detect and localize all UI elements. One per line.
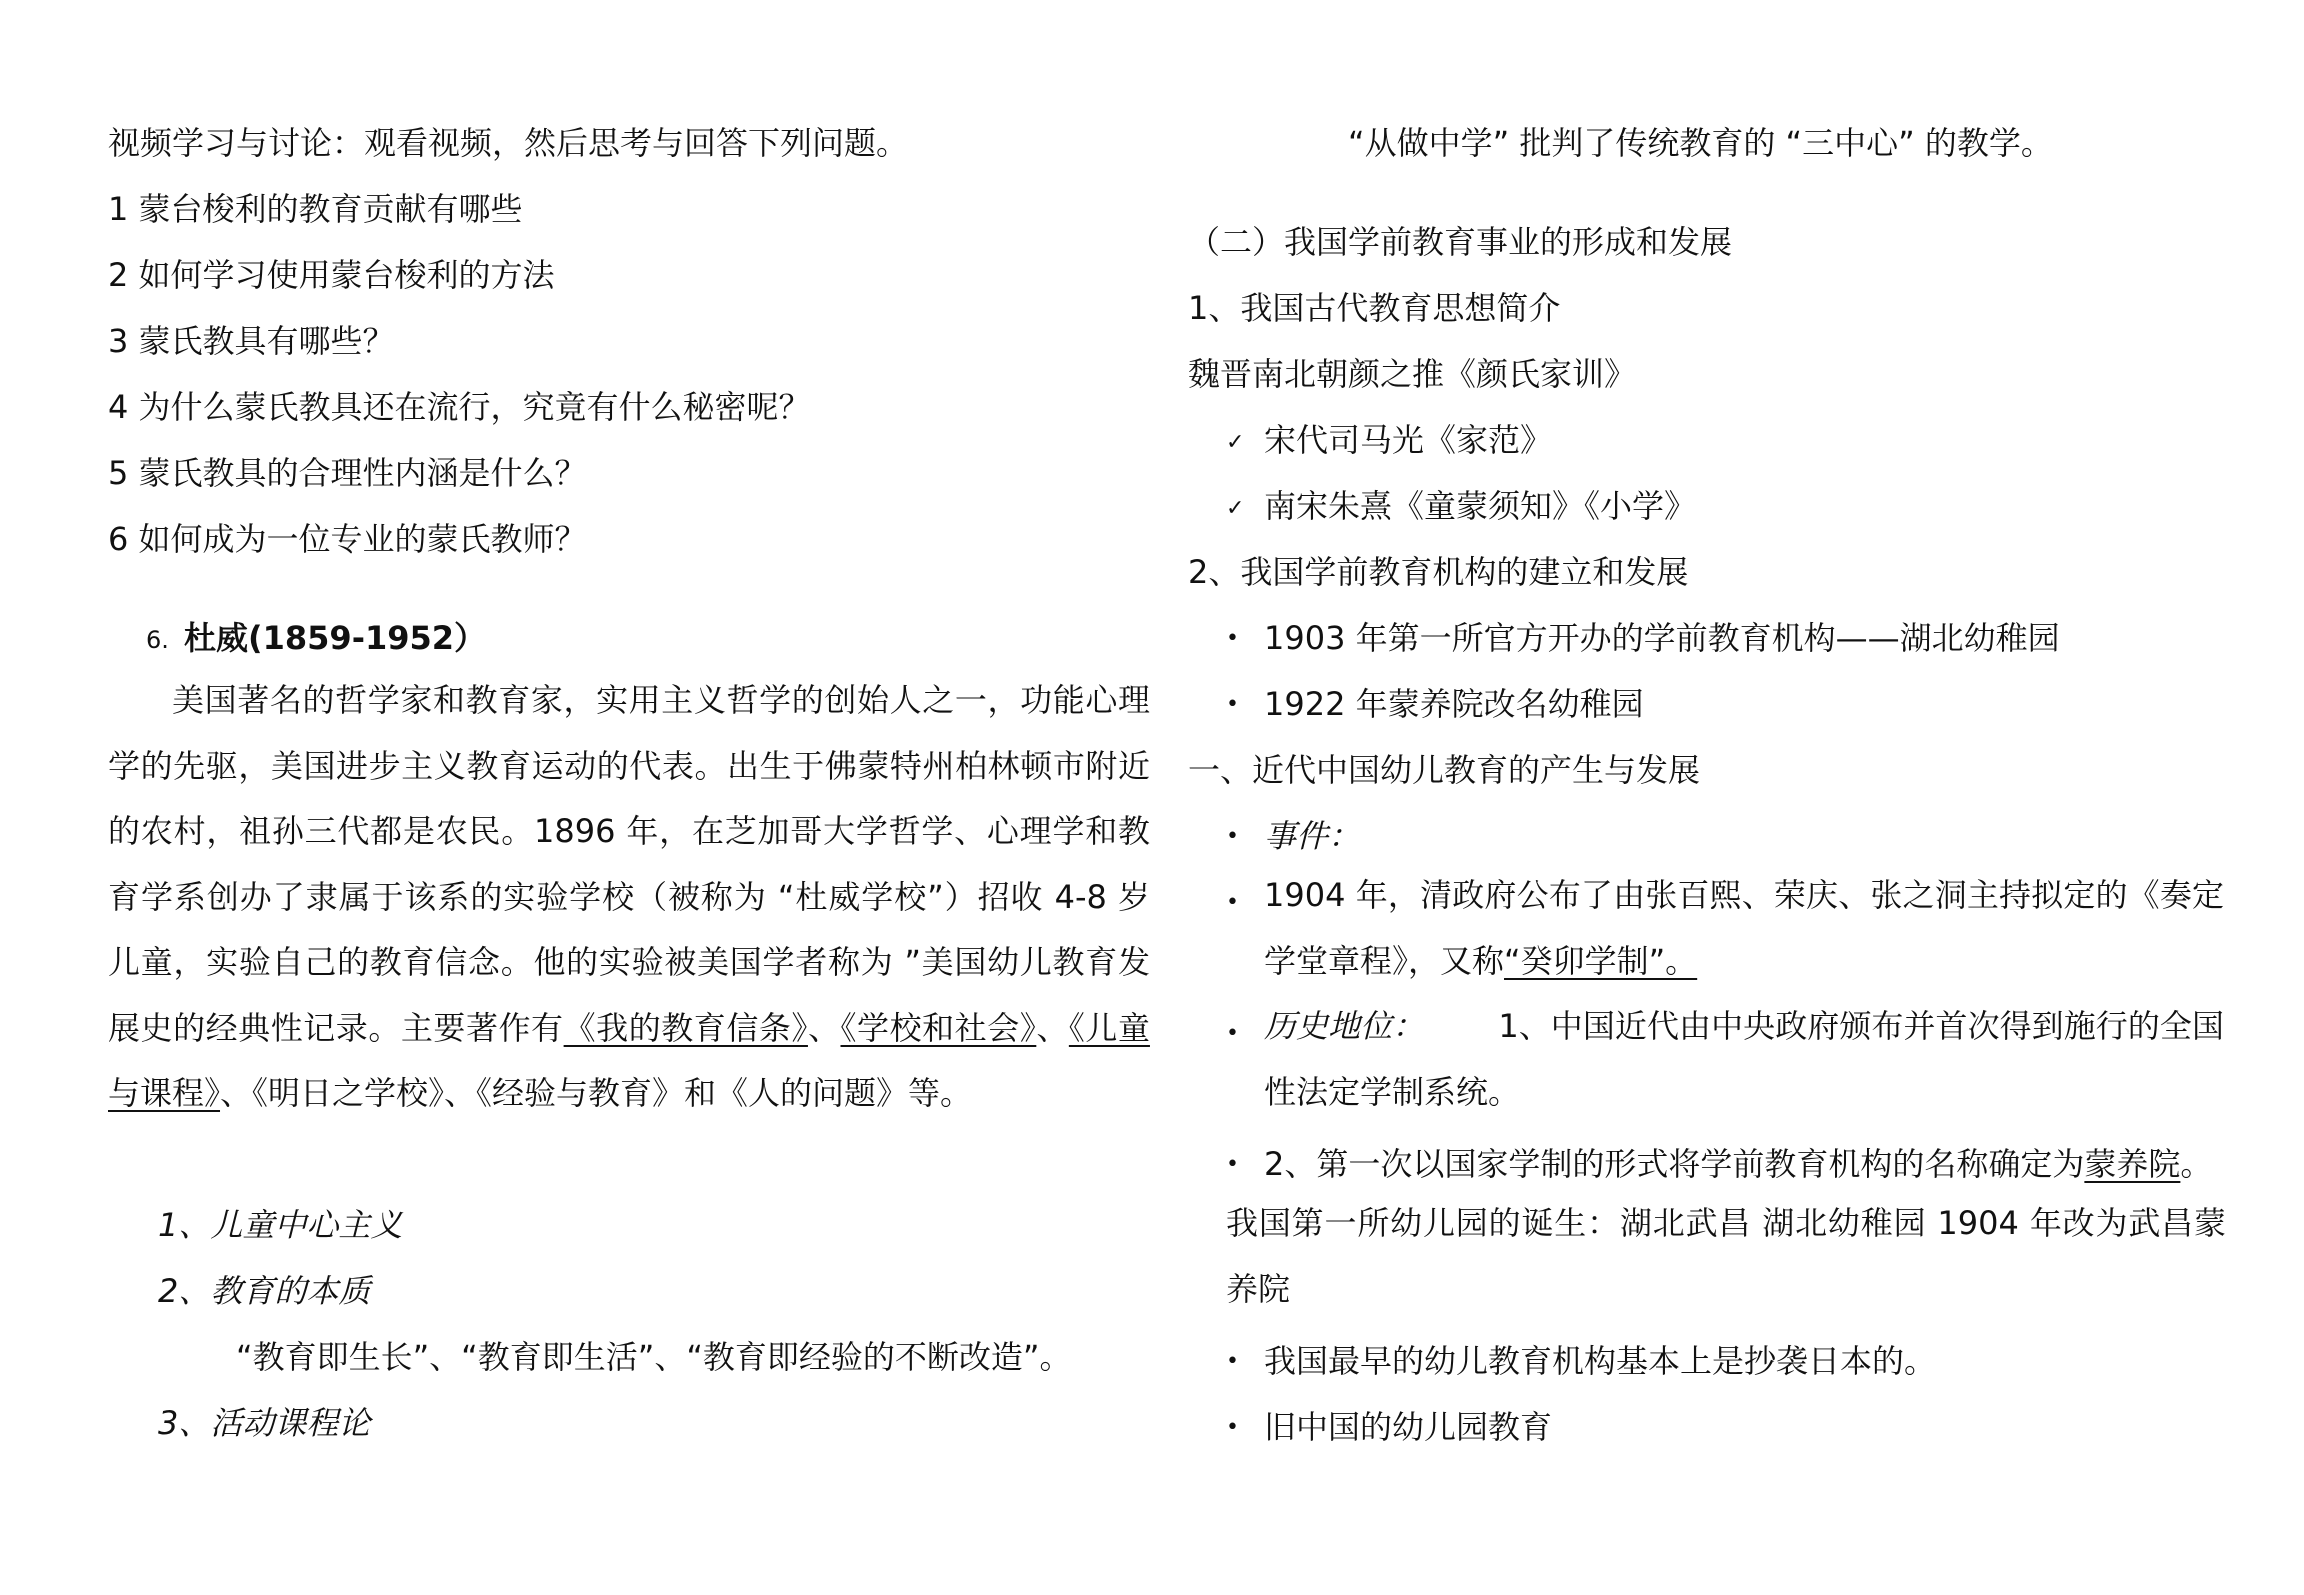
dewey-point-3: 3、活动课程论 bbox=[158, 1404, 371, 1442]
bullet-icon: • bbox=[1226, 692, 1239, 717]
bullet-icon: • bbox=[1226, 626, 1239, 651]
second-significance bbox=[1264, 1145, 2213, 1183]
section-heading-2: （二）我国学前教育事业的形成和发展 bbox=[1188, 223, 1733, 261]
bullet-item-1922: 1922 年蒙养院改名幼稚园 bbox=[1264, 685, 1644, 723]
check-icon: ✓ bbox=[1226, 496, 1245, 521]
dewey-essence: “教育即生长”、“教育即生活”、“教育即经验的不断改造”。 bbox=[236, 1338, 1072, 1376]
dewey-bio-text: 美国著名的哲学家和教育家，实用主义哲学的创始人之一，功能心理学的先驱，美国进步主义教育运动的代表。出生于佛蒙特州柏林顿市附近的农村，祖孙三代都是农民。1896 年，在芝加哥大学哲学、心理学和教育学系创办了隶属于该系的实验学校（被称为 “杜威学校”）招收 4-8 岁儿童，实验自己的教育信念。他的实验被美国学者称为 ”美国幼儿教育发展史的经典性记录。主要著作有 bbox=[108, 681, 1150, 1047]
dewey-point-2: 2、教育的本质 bbox=[158, 1272, 371, 1310]
bullet-icon: • bbox=[1226, 1152, 1239, 1177]
question-3: 3 蒙氏教具有哪些？ bbox=[108, 322, 395, 360]
dewey-bio-tail: 、《明日之学校》、《经验与教育》和《人的问题》等。 bbox=[220, 1074, 973, 1112]
second-period: 。 bbox=[2180, 1145, 2213, 1183]
bullet-icon: • bbox=[1226, 1415, 1239, 1440]
dewey-number: 6. bbox=[146, 626, 169, 654]
bullet-icon: • bbox=[1226, 1021, 1239, 1046]
bullet-icon: • bbox=[1226, 890, 1239, 915]
learning-by-doing: “从做中学” 批判了传统教育的 “三中心” 的教学。 bbox=[1348, 124, 2053, 162]
question-4: 4 为什么蒙氏教具还在流行，究竟有什么秘密呢？ bbox=[108, 388, 811, 426]
event-text-main: 1904 年，清政府公布了由张百熙、荣庆、张之洞主持拟定的《奏定学堂章程》，又称 bbox=[1264, 876, 2224, 980]
dewey-sep-1: 、 bbox=[807, 1008, 841, 1047]
question-1: 1 蒙台梭利的教育贡献有哪些 bbox=[108, 190, 523, 228]
history-label: 历史地位： bbox=[1264, 1007, 1425, 1045]
check-item-1: 宋代司马光《家范》 bbox=[1264, 421, 1553, 459]
history-text: 1、中国近代由中央政府颁布并首次得到施行的全国性法定学制系统。 bbox=[1264, 1007, 2224, 1111]
dewey-book-3: 《儿童与课程》 bbox=[108, 1008, 1150, 1112]
history-status bbox=[1264, 994, 2224, 1125]
dewey-book-1: 《我的教育信条》 bbox=[563, 1008, 808, 1047]
dewey-book-2: 《学校和社会》 bbox=[840, 1008, 1037, 1047]
check-icon: ✓ bbox=[1226, 430, 1245, 455]
question-5: 5 蒙氏教具的合理性内涵是什么？ bbox=[108, 454, 587, 492]
dewey-heading: 杜威(1859-1952） bbox=[184, 619, 487, 657]
dewey-sep-2: 、 bbox=[1036, 1008, 1069, 1047]
question-6: 6 如何成为一位专业的蒙氏教师？ bbox=[108, 520, 587, 558]
question-2: 2 如何学习使用蒙台梭利的方法 bbox=[108, 256, 555, 294]
event-label: 事件： bbox=[1264, 817, 1361, 855]
bullet-item-japan: 我国最早的幼儿教育机构基本上是抄袭日本的。 bbox=[1264, 1342, 1937, 1380]
yan-family-instructions: 魏晋南北朝颜之推《颜氏家训》 bbox=[1188, 355, 1637, 393]
subheading-ancient: 1、我国古代教育思想简介 bbox=[1188, 289, 1561, 327]
bullet-item-1903: 1903 年第一所官方开办的学前教育机构——湖北幼稚园 bbox=[1264, 619, 2060, 657]
second-text: 2、第一次以国家学制的形式将学前教育机构的名称确定为 bbox=[1264, 1145, 2085, 1183]
heading-modern-china: 一、近代中国幼儿教育的产生与发展 bbox=[1188, 751, 1701, 789]
bullet-icon: • bbox=[1226, 1349, 1239, 1374]
subheading-institutions: 2、我国学前教育机构的建立和发展 bbox=[1188, 553, 1689, 591]
intro-text: 视频学习与讨论：观看视频，然后思考与回答下列问题。 bbox=[108, 124, 909, 162]
check-item-2: 南宋朱熹《童蒙须知》《小学》 bbox=[1264, 487, 1697, 525]
dewey-bio bbox=[108, 668, 1150, 1127]
bullet-item-old-china: 旧中国的幼儿园教育 bbox=[1264, 1408, 1553, 1446]
dewey-point-1: 1、儿童中心主义 bbox=[158, 1206, 403, 1244]
mengyangyuan: 蒙养院 bbox=[2084, 1145, 2181, 1183]
bullet-icon: • bbox=[1226, 824, 1239, 849]
guimao-system: “癸卯学制”。 bbox=[1504, 941, 1698, 980]
event-text bbox=[1264, 863, 2224, 994]
first-kindergarten: 我国第一所幼儿园的诞生：湖北武昌 湖北幼稚园 1904 年改为武昌蒙养院 bbox=[1226, 1204, 2226, 1308]
